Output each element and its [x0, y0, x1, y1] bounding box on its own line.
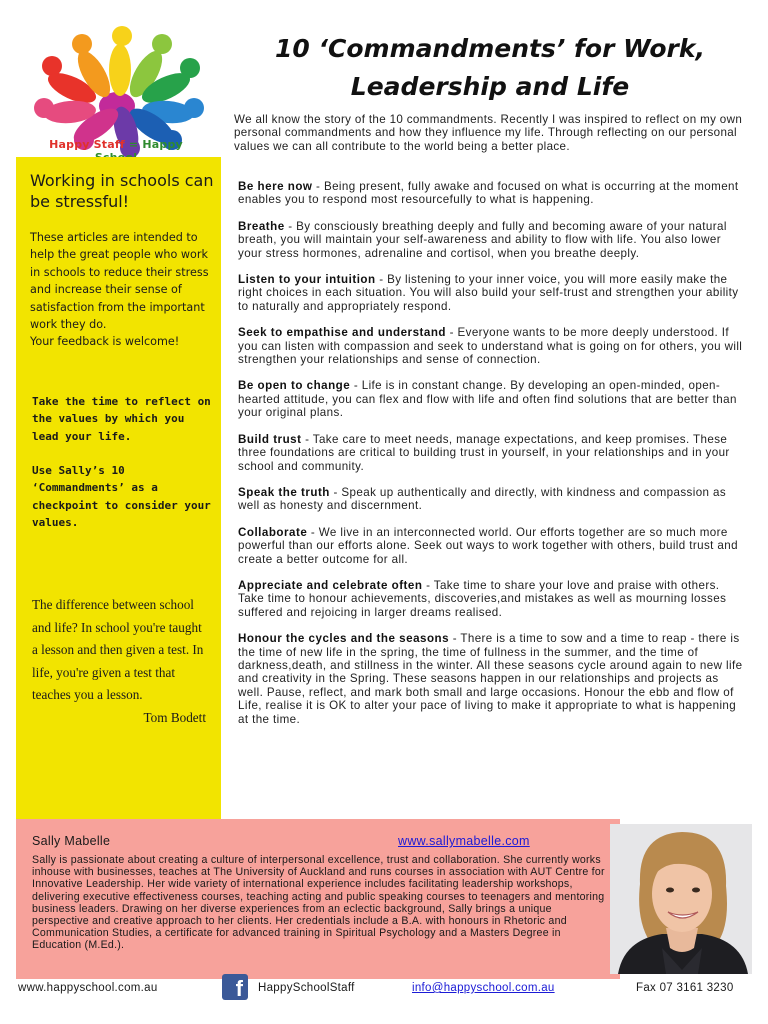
sidebar-heading: Working in schools can be stressful! — [30, 171, 214, 211]
commandment-text: - Speak up authentically and directly, with kindness and compassion as well as honesty and discernment. — [238, 485, 727, 513]
commandment-text: - Life is in constant change. By developing an open-minded, open-hearted attitude, you can flex and flow with life and often find solutions that are better than your original plans. — [238, 379, 737, 420]
logo-caption-staff: Happy Staff — [49, 138, 125, 151]
sidebar-cta-checkpoint: Use Sally’s 10 ‘Commandments’ as a checkpoint to consider your values. — [32, 464, 211, 530]
commandment-item — [238, 579, 744, 619]
commandment-title: Build trust — [238, 432, 302, 446]
commandment-text: - By listening to your inner voice, you will more easily make the right choices in each situation. You will also build your self-trust and strengthen your ability to naturally and appropriately respond. — [238, 273, 739, 313]
sidebar-quote — [32, 594, 210, 730]
logo-caption-school: Happy — [142, 138, 183, 151]
author-photo — [610, 824, 752, 974]
commandment-title: Be here now — [238, 180, 313, 193]
commandment-item — [238, 180, 744, 207]
commandment-item — [238, 220, 744, 260]
quote-text: The difference between school and life? In school you're taught a lesson and then given a test. In life, you're given a test that teaches you a lesson. — [32, 597, 204, 703]
commandment-item — [238, 632, 744, 726]
happy-school-logo — [22, 22, 212, 157]
commandment-item — [238, 273, 744, 313]
commandment-title: Be open to change — [238, 379, 351, 393]
sidebar-cta-reflect: Take the time to reflect on the values by which you lead your life. — [32, 395, 211, 443]
commandment-title: Appreciate and celebrate often — [238, 578, 423, 592]
commandments-list — [238, 180, 744, 739]
commandment-title: Listen to your intuition — [238, 273, 376, 287]
commandment-text: - By consciously breathing deeply and fully and becoming aware of your natural breath, you will maintain your self-awareness and ability to flow with life. You also lower your stress hormones, adrenaline and cortisol, when you breathe deeply. — [238, 219, 727, 260]
footer-fax: Fax 07 3161 3230 — [636, 982, 734, 994]
commandment-title: Seek to empathise and understand — [238, 326, 446, 340]
commandment-text: - Everyone wants to be more deeply understood. If you can listen with compassion and seek to understand what is going on for others, you will strengthen your relationships and sense of connection. — [238, 326, 743, 367]
footer-website[interactable]: www.happyschool.com.au — [18, 982, 158, 994]
commandment-text: - There is a time to sow and a time to reap - there is the time of new life in the spring, the time of fullness in the summer, and the time of darkness,death, and stillness in the winter. All these seasons cycle around again to new life and creativity in the Spring. These seasons happen in our relationships and projects as well. Pause, reflect, and mark both small and large occasions. Honour the ebb and flow of Life, realise it is OK to alter your pace of living to make it appropriate to what is happening at the time. — [238, 632, 743, 726]
commandment-item — [238, 326, 744, 366]
commandment-title: Breathe — [238, 219, 285, 233]
commandment-text: - We live in an interconnected world. Our efforts together are so much more powerful than our efforts alone. Seek out ways to work together with others, build trust and create a better outcome for all. — [238, 525, 738, 566]
facebook-icon[interactable]: f — [222, 974, 248, 1000]
footer-email-link[interactable]: info@happyschool.com.au — [412, 982, 555, 994]
commandment-text: - Take care to meet needs, manage expectations, and keep promises. These three foundations are critical to building trust in yourself, in your relationships and in your school and community. — [238, 432, 730, 473]
author-website-link[interactable]: www.sallymabelle.com — [398, 834, 530, 848]
sidebar-body — [30, 229, 212, 351]
intro-paragraph: We all know the story of the 10 commandments. Recently I was inspired to reflect on my own personal commandments and how they influence my life. Through reflecting on our personal values we can all contribute to the world being a better place. — [234, 113, 743, 153]
sidebar-feedback: Your feedback is welcome! — [30, 335, 180, 349]
title-line-1: 10 ‘Commandments’ for Work, — [275, 34, 705, 63]
commandment-title: Collaborate — [238, 525, 308, 539]
sidebar-body-text: These articles are intended to help the great people who work in schools to reduce their stress and increase their sense of satisfaction from the important work they do. — [30, 231, 209, 332]
commandment-item — [238, 433, 744, 473]
commandment-item — [238, 379, 744, 419]
author-bio-text: Sally is passionate about creating a culture of interpersonal excellence, trust and collaboration. She currently works inhouse with businesses, teaches at The University of Auckland and runs courses in association with AUT Centre for Innovative Leadership. Her wide variety of international experience includes facilitating leadership workshops, delivering executive effectiveness courses, teaching acting and public speaking courses to teenagers and mentoring business leaders. Drawing on her diverse experiences from an eclectic background, Sally brings a unique perspective and creative approach to her clients. Her credentials include a B.A. with honours in Rhetoric and Communication Studies, a certificate for advanced training in Spiritual Psychology and a Masters Degree in Education (M.Ed.). — [32, 854, 605, 952]
logo-caption-equals: = — [128, 138, 139, 151]
commandment-text: - Being present, fully awake and focused on what is occurring at the moment enables you to respond most resourcefully to what is happening. — [238, 180, 739, 207]
title-line-2: Leadership and Life — [350, 72, 630, 101]
commandment-text: - Take time to share your love and praise with others. Take time to honour achievements, discoveries,and mistakes as well as mourning losses suffered and rejoicing in larger dreams realised. — [238, 578, 727, 619]
commandment-title: Speak the truth — [238, 485, 330, 499]
author-name: Sally Mabelle — [32, 834, 111, 848]
page-title — [240, 30, 740, 106]
quote-author: Tom Bodett — [143, 709, 206, 725]
commandment-item — [238, 526, 744, 566]
commandment-title: Honour the cycles and the seasons — [238, 632, 450, 646]
commandment-item — [238, 486, 744, 513]
footer-facebook-name[interactable]: HappySchoolStaff — [258, 982, 355, 994]
